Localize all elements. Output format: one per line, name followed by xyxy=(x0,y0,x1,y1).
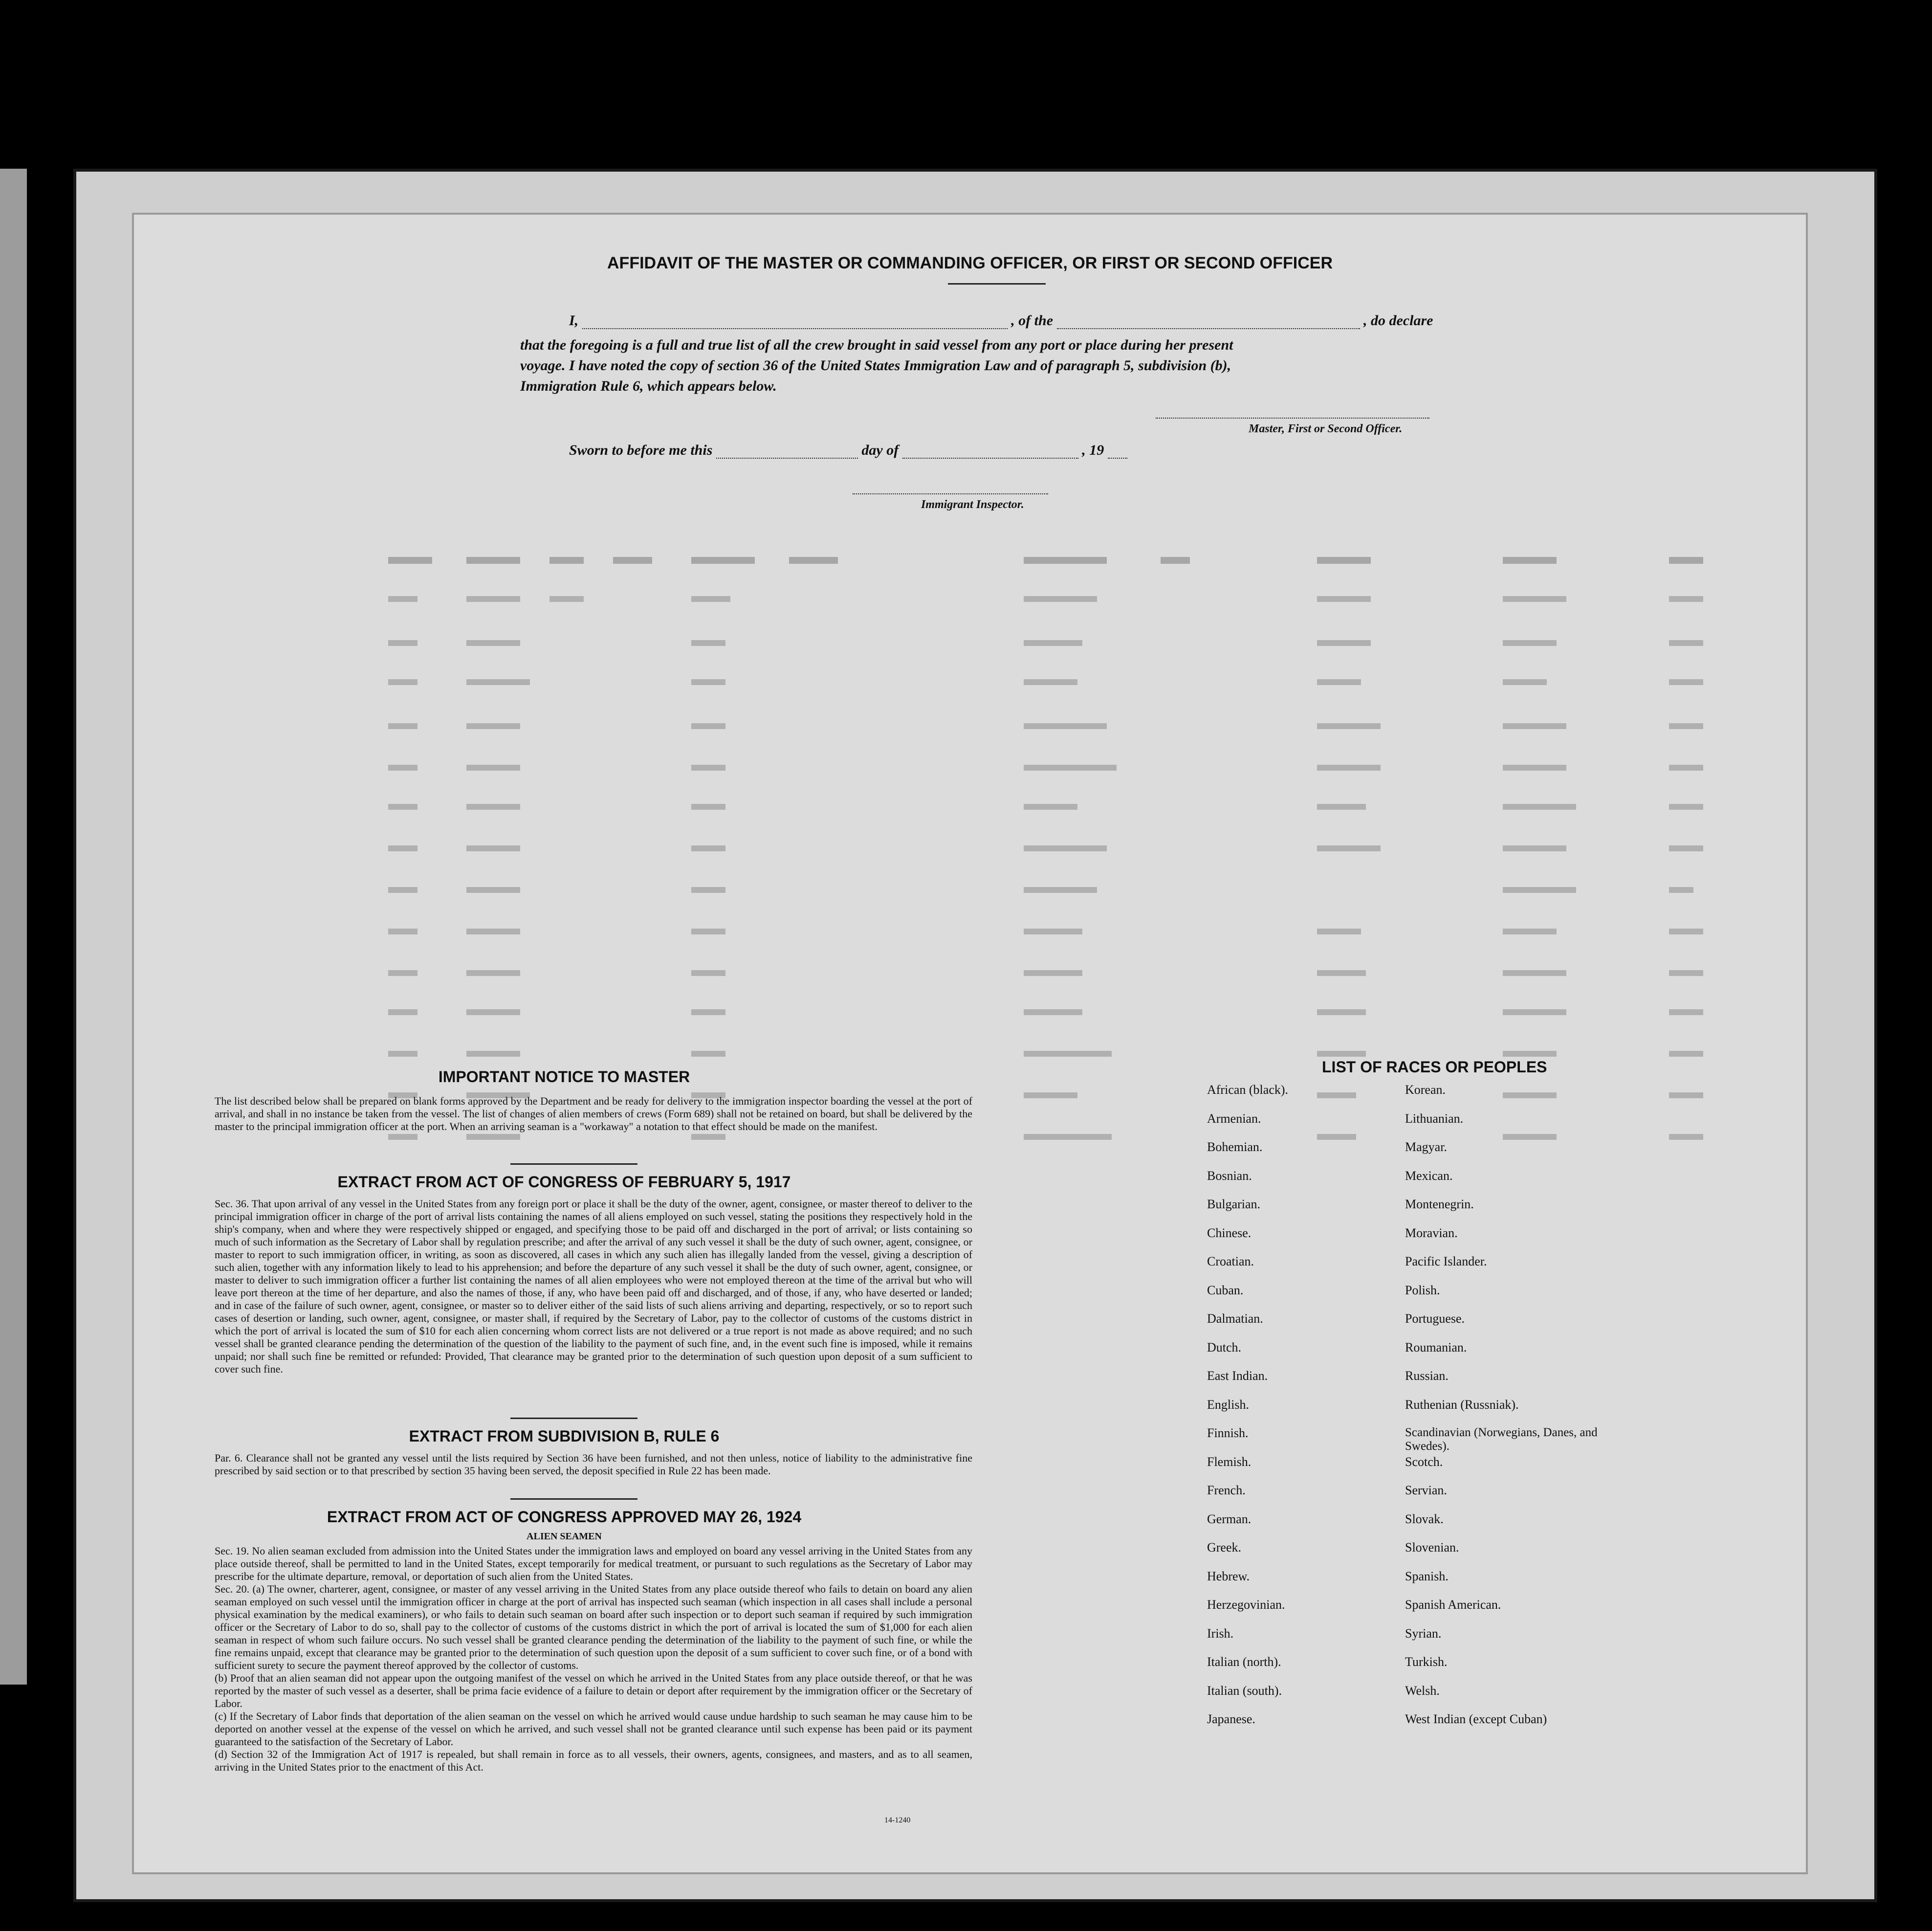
notice-title: IMPORTANT NOTICE TO MASTER xyxy=(438,1068,690,1086)
extract-1917-body: Sec. 36. That upon arrival of any vessel in the United States from any foreign port or place it shall be the duty of the owner, agent, consignee, or master thereof to deliver to the principal immigration officer in charge of the port of arrival lists containing the names of all aliens employed on such vessel, stating the positions they respectively hold in the ship's company, when and where they were respectively shipped or engaged, and specifying those to be paid off and discharged in the port of arrival; or lists containing so much of such information as the Secretary of Labor shall by regulation prescribe; and after the arrival of any such vessel it shall be the duty of such owner, agent, consignee, or master to report to such immigration officer, in writing, as soon as discovered, all cases in which any such alien has illegally landed from the vessel, giving a description of such alien, together with any information likely to lead to his apprehension; and before the departure of any such vessel it shall be the duty of such owner, agent, consignee, or master to deliver to such immigration officer a further list containing the names of all alien employees who were not employed thereon at the time of the arrival but who will leave port thereon at the time of her departure, and also the names of those, if any, who have been paid off and discharged, and of those, if any, who have deserted or landed; and in case of the failure of such owner, agent, consignee, or master so to deliver either of the said lists of such aliens arriving and departing, respectively, or so to report such cases of desertion or landing, such owner, agent, consignee, or master shall, if required by the Secretary of Labor, pay to the collector of customs of the customs district in which the port of arrival is located the sum of $10 for each alien concerning whom correct lists are not delivered or a true report is not made as above required; and no such vessel shall be granted clearance pending the determination of the question of the liability to the payment of such fine, and, in the event such fine is imposed, while it remains unpaid; nor shall such fine be remitted or refunded: Provided, That clearance may be granted prior to the determination of such question upon deposit of a sum sufficient to cover such fine. xyxy=(215,1198,972,1375)
extract-1924-body xyxy=(215,1545,972,1774)
extract-1924-title: EXTRACT FROM ACT OF CONGRESS APPROVED MAY 26, 1924 xyxy=(327,1508,802,1526)
declaration-text-4: Immigration Rule 6, which appears below. xyxy=(520,378,777,394)
race-item: Slovenian. xyxy=(1405,1540,1459,1554)
race-item: Irish. xyxy=(1207,1626,1234,1641)
divider xyxy=(510,1163,637,1165)
race-item: Slovak. xyxy=(1405,1511,1444,1526)
divider xyxy=(948,283,1046,285)
race-item: Italian (south). xyxy=(1207,1683,1282,1698)
adjacent-page-edge xyxy=(0,169,27,1685)
race-item: Hebrew. xyxy=(1207,1569,1250,1583)
divider xyxy=(510,1498,637,1500)
sec20b-text: (b) Proof that an alien seaman did not appear upon the outgoing manifest of the vessel on which he arrived in the United States from any place outside thereof, or that he was reported by the master of such vessel as a deserter, shall be prima facie evidence of a failure to detain or deport after requirement by the immigration officer or the Secretary of Labor. xyxy=(215,1672,972,1709)
vessel-blank xyxy=(1057,328,1360,329)
race-item: Chinese. xyxy=(1207,1225,1251,1240)
month-blank xyxy=(902,458,1078,459)
race-item: Roumanian. xyxy=(1405,1340,1467,1354)
race-item: Moravian. xyxy=(1405,1225,1458,1240)
sec19-text: Sec. 19. No alien seaman excluded from admission into the United States under the immigration laws and employed on board any vessel arriving in the United States from any place outside thereof, shall be permitted to land in the United States, except temporarily for medical treatment, or pursuant to such regulations as the Secretary of Labor may prescribe for the ultimate departure, removal, or deportation of such alien from the United States. xyxy=(215,1545,972,1582)
notice-body: The list described below shall be prepared on blank forms approved by the Department and be ready for delivery to the immigration inspector boarding the vessel at the port of arrival, and shall in no instance be taken from the vessel. The list of changes of alien members of crews (Form 689) shall not be retained on board, but shall be delivered by the master to the principal immigration officer at the port. When an arriving seaman is a "workaway" a notation to that effect should be made on the manifest. xyxy=(215,1095,972,1132)
race-item: Montenegrin. xyxy=(1405,1197,1474,1211)
race-item: Ruthenian (Russniak). xyxy=(1405,1397,1519,1412)
race-item: Portuguese. xyxy=(1405,1311,1465,1326)
race-item: Spanish. xyxy=(1405,1569,1449,1583)
race-item: Greek. xyxy=(1207,1540,1242,1554)
race-item: Turkish. xyxy=(1405,1655,1448,1669)
label-of-the: , of the xyxy=(1011,312,1054,329)
race-item: Dutch. xyxy=(1207,1340,1242,1354)
alien-seamen-subtitle: ALIEN SEAMEN xyxy=(527,1531,602,1542)
race-item: Croatian. xyxy=(1207,1254,1254,1268)
race-item: Bosnian. xyxy=(1207,1168,1252,1183)
extract-rule6-body: Par. 6. Clearance shall not be granted any vessel until the lists required by Section 36 have been furnished, and not then unless, notice of liability to the administrative fine prescribed by said section or to that prescribed by section 35 having been served, the deposit specified in Rule 22 has been made. xyxy=(215,1452,972,1477)
race-item: Bohemian. xyxy=(1207,1140,1263,1154)
form-panel xyxy=(132,213,1808,1874)
race-item: Mexican. xyxy=(1405,1168,1453,1183)
sworn-line xyxy=(569,442,1127,459)
name-blank xyxy=(582,328,1008,329)
race-item: Servian. xyxy=(1405,1483,1447,1497)
race-item: Polish. xyxy=(1405,1283,1440,1297)
label-day-of: day of xyxy=(861,442,899,458)
race-item: German. xyxy=(1207,1511,1251,1526)
declaration-text-3: voyage. I have noted the copy of section 36 of the United States Immigration Law and of paragraph 5, subdivision (b), xyxy=(520,357,1231,374)
race-item: Spanish American. xyxy=(1405,1598,1501,1612)
race-item: Italian (north). xyxy=(1207,1655,1281,1669)
race-item: Finnish. xyxy=(1207,1426,1249,1440)
inspector-label: Immigrant Inspector. xyxy=(921,498,1024,511)
race-item: Russian. xyxy=(1405,1369,1449,1383)
sec20a-text: Sec. 20. (a) The owner, charterer, agent, consignee, or master of any vessel arriving in the United States from any place outside thereof who fails to detain on board any alien seaman employed on such vessel until the immigration officer in charge at the port of arrival has inspected such seaman (which inspection in all cases shall include a personal physical examination by the medical examiners), or who fails to detain such seaman on board after such inspection or to deport such seaman if required by such immigration officer or the Secretary of Labor to do so, shall pay to the collector of customs of the customs district in which the port of arrival is located the sum of $1,000 for each alien seaman in respect of whom such failure occurs. No such vessel shall be granted clearance pending the determination of the liability to the payment of such fine, or while the fine remains unpaid, except that clearance may be granted prior to the determination of such question upon the deposit of a sum sufficient to cover such fine, or of a bond with sufficient surety to secure the payment thereof approved by the collector of customs. xyxy=(215,1583,972,1671)
races-left-column xyxy=(1207,1083,1412,1741)
race-item: Welsh. xyxy=(1405,1683,1440,1698)
race-item: West Indian (except Cuban) xyxy=(1405,1712,1547,1726)
year-blank xyxy=(1108,458,1127,459)
race-item: Korean. xyxy=(1405,1083,1446,1097)
declaration-text-2: that the foregoing is a full and true list of all the crew brought in said vessel from any port or place during her present xyxy=(520,337,1233,353)
master-signature-label: Master, First or Second Officer. xyxy=(1249,422,1403,435)
race-item: Flemish. xyxy=(1207,1454,1251,1469)
race-item: Scandinavian (Norwegians, Danes, and Swedes). xyxy=(1405,1426,1598,1453)
race-item: English. xyxy=(1207,1397,1249,1412)
race-item: Syrian. xyxy=(1405,1626,1442,1641)
extract-1917-title: EXTRACT FROM ACT OF CONGRESS OF FEBRUARY 5, 1917 xyxy=(337,1173,791,1191)
races-title: LIST OF RACES OR PEOPLES xyxy=(1322,1058,1547,1076)
sec20d-text: (d) Section 32 of the Immigration Act of 1917 is repealed, but shall remain in force as to all vessels, their owners, agents, consignees, and masters, and as to all seamen, arriving in the United States prior to the enactment of this Act. xyxy=(215,1748,972,1773)
race-item: African (black). xyxy=(1207,1083,1289,1097)
form-number: 14-1240 xyxy=(884,1816,911,1824)
race-item: French. xyxy=(1207,1483,1246,1497)
master-signature-line xyxy=(1156,418,1429,419)
manifest-sheet xyxy=(73,169,1877,1902)
race-item: Armenian. xyxy=(1207,1111,1261,1126)
sec20c-text: (c) If the Secretary of Labor finds that deportation of the alien seaman on the vessel on which he arrived would cause undue hardship to such seaman he may cause him to be deported on another vessel at the expense of the vessel on which he arrived, and such vessel shall not be granted clearance until such expense has been paid or its payment guaranteed to the satisfaction of the Secretary of Labor. xyxy=(215,1710,972,1748)
race-item: East Indian. xyxy=(1207,1369,1268,1383)
divider xyxy=(510,1418,637,1419)
race-item: Japanese. xyxy=(1207,1712,1255,1726)
races-right-column xyxy=(1405,1083,1630,1741)
label-do-declare: , do declare xyxy=(1363,312,1433,329)
race-item: Pacific Islander. xyxy=(1405,1254,1487,1268)
declaration-line xyxy=(569,312,1433,329)
race-item: Dalmatian. xyxy=(1207,1311,1263,1326)
extract-rule6-title: EXTRACT FROM SUBDIVISION B, RULE 6 xyxy=(409,1427,720,1445)
race-item: Scotch. xyxy=(1405,1454,1443,1469)
inspector-signature-line xyxy=(853,493,1048,494)
race-item: Magyar. xyxy=(1405,1140,1447,1154)
day-blank xyxy=(716,458,858,459)
label-year: , 19 xyxy=(1082,442,1104,458)
race-item: Bulgarian. xyxy=(1207,1197,1261,1211)
race-item: Herzegovinian. xyxy=(1207,1598,1285,1612)
race-item: Lithuanian. xyxy=(1405,1111,1464,1126)
label-i: I, xyxy=(569,312,579,329)
label-sworn: Sworn to before me this xyxy=(569,442,713,458)
race-item: Cuban. xyxy=(1207,1283,1244,1297)
affidavit-title: AFFIDAVIT OF THE MASTER OR COMMANDING OFFICER, OR FIRST OR SECOND OFFICER xyxy=(607,254,1333,272)
